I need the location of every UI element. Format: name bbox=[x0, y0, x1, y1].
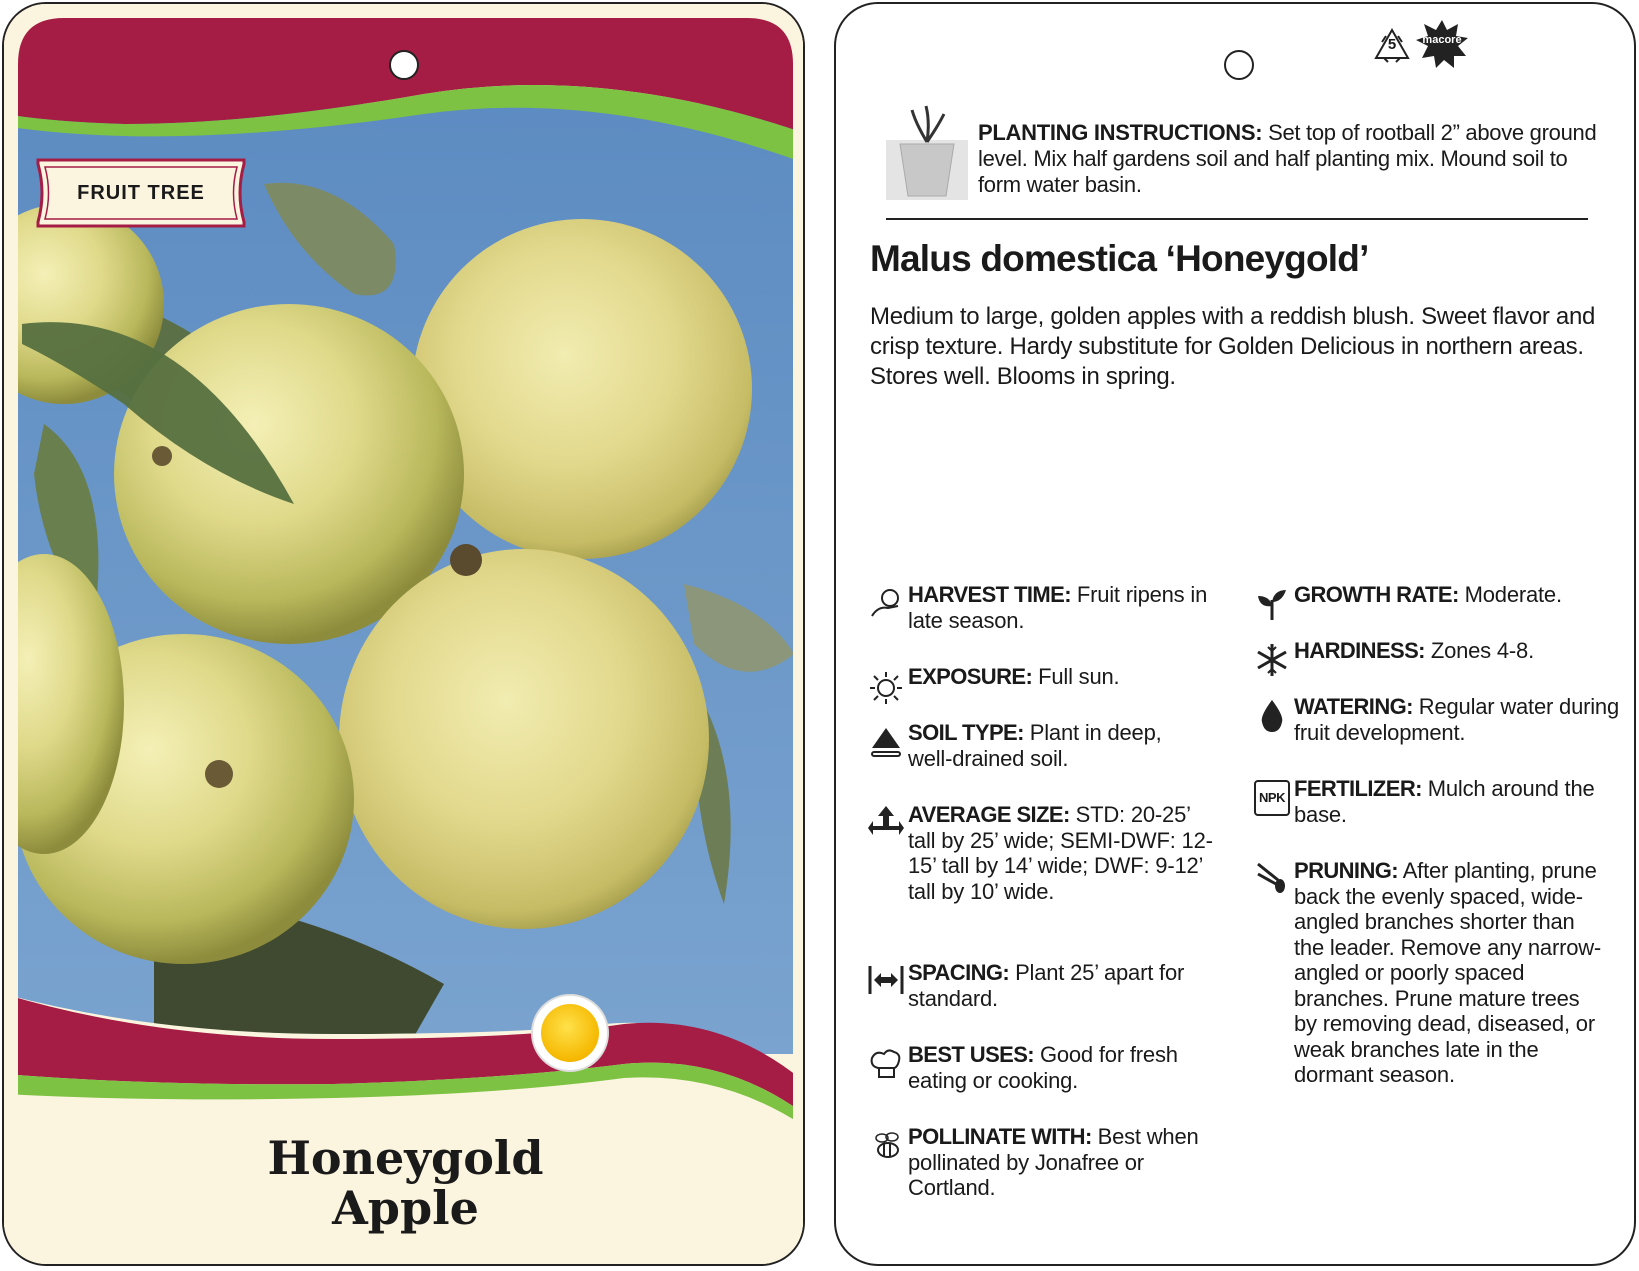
bee-icon bbox=[868, 1128, 904, 1164]
attribute-text: Best when pollinated by Jonafree or Cortland. bbox=[908, 1124, 1199, 1200]
hand-fruit-icon bbox=[868, 586, 904, 622]
pollinate-with-attribute bbox=[908, 1124, 1218, 1201]
pruning-attribute bbox=[1294, 858, 1604, 1088]
attribute-text: Mulch around the base. bbox=[1294, 776, 1595, 827]
spacing-attribute bbox=[908, 960, 1218, 1011]
attribute-label: FERTILIZER: bbox=[1294, 776, 1422, 801]
soil-type-attribute bbox=[908, 720, 1208, 771]
front-tag bbox=[2, 2, 805, 1266]
best-uses-attribute bbox=[908, 1042, 1218, 1093]
recycle-number: 5 bbox=[1387, 36, 1397, 53]
attribute-label: EXPOSURE: bbox=[908, 664, 1033, 689]
watering-attribute bbox=[1294, 694, 1624, 745]
growth-rate-attribute bbox=[1294, 582, 1624, 608]
attribute-label: PRUNING: bbox=[1294, 858, 1398, 883]
planting-text: Set top of rootball 2” above ground level. Mix half gardens soil and half planting mix. Mound soil to form water basin. bbox=[978, 120, 1597, 197]
hang-hole bbox=[1224, 50, 1254, 80]
spacing-icon bbox=[868, 962, 904, 998]
attribute-label: HARDINESS: bbox=[1294, 638, 1425, 663]
chef-hat-icon bbox=[868, 1046, 904, 1082]
attribute-label: SOIL TYPE: bbox=[908, 720, 1024, 745]
attribute-text: Fruit ripens in late season. bbox=[908, 582, 1208, 633]
water-drop-icon bbox=[1254, 698, 1290, 734]
attribute-text: Zones 4-8. bbox=[1430, 638, 1534, 663]
attribute-text: Full sun. bbox=[1038, 664, 1120, 689]
macore-logo-text: macore bbox=[1422, 34, 1462, 46]
attribute-label: GROWTH RATE: bbox=[1294, 582, 1459, 607]
attribute-text: Good for fresh eating or cooking. bbox=[908, 1042, 1178, 1093]
category-badge bbox=[32, 154, 250, 232]
attribute-label: HARVEST TIME: bbox=[908, 582, 1071, 607]
species-name: Malus domestica ‘Honeygold’ bbox=[870, 238, 1369, 279]
exposure-attribute bbox=[908, 664, 1208, 690]
planting-instructions bbox=[978, 120, 1598, 198]
attribute-text: Regular water during fruit development. bbox=[1294, 694, 1620, 745]
attribute-text: STD: 20-25’ tall by 25’ wide; SEMI-DWF: 12-15’ tall by 14’ wide; DWF: 9-12’ tall by 10’ wide. bbox=[908, 802, 1213, 904]
hang-hole bbox=[389, 50, 419, 80]
soil-icon bbox=[868, 724, 904, 760]
attribute-text: Plant in deep, well-drained soil. bbox=[908, 720, 1162, 771]
divider bbox=[886, 218, 1588, 220]
plant-description: Medium to large, golden apples with a reddish blush. Sweet flavor and crisp texture. Hardy substitute for Golden Delicious in northern areas. Stores well. Blooms in spring. bbox=[870, 303, 1596, 390]
category-label: FRUIT TREE bbox=[77, 182, 205, 204]
fertilizer-attribute bbox=[1294, 776, 1624, 827]
attribute-label: WATERING: bbox=[1294, 694, 1413, 719]
sprout-icon bbox=[1254, 586, 1290, 622]
average-size-attribute bbox=[908, 802, 1218, 904]
attribute-text: After planting, prune back the evenly spaced, wide-angled branches shorter than the leader. Remove any narrow-angled or poorly spaced branches. Prune mature trees by removing dead, diseased, or weak branches late in the dormant season. bbox=[1294, 858, 1602, 1087]
snowflake-icon bbox=[1254, 642, 1290, 678]
attribute-text: Plant 25’ apart for standard. bbox=[908, 960, 1185, 1011]
sun-icon bbox=[868, 670, 904, 706]
attribute-text: Moderate. bbox=[1464, 582, 1562, 607]
size-arrows-icon bbox=[868, 804, 904, 840]
potted-plant-icon bbox=[886, 104, 968, 200]
common-name-line-1: Honeygold bbox=[267, 1131, 544, 1185]
pruners-icon bbox=[1254, 860, 1290, 896]
attribute-label: AVERAGE SIZE: bbox=[908, 802, 1070, 827]
attribute-label: BEST USES: bbox=[908, 1042, 1035, 1067]
attribute-label: POLLINATE WITH: bbox=[908, 1124, 1092, 1149]
attribute-label: SPACING: bbox=[908, 960, 1010, 985]
common-name-line-2: Apple bbox=[332, 1181, 479, 1235]
npk-icon: NPK bbox=[1254, 780, 1290, 816]
hardiness-attribute bbox=[1294, 638, 1624, 664]
planting-label: PLANTING INSTRUCTIONS: bbox=[978, 120, 1263, 145]
harvest-time-attribute bbox=[908, 582, 1208, 633]
full-sun-icon bbox=[531, 994, 609, 1072]
back-tag bbox=[834, 2, 1636, 1266]
